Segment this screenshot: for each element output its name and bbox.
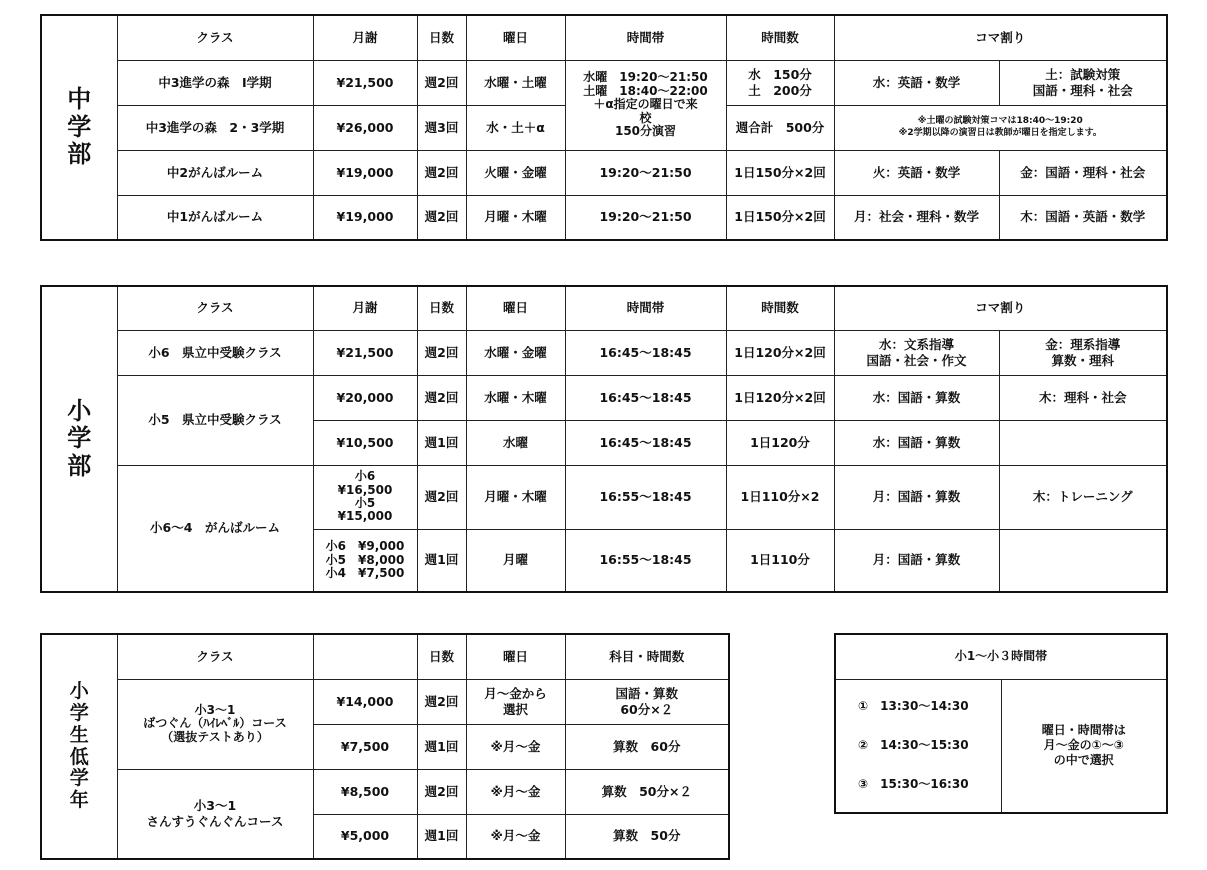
days-per-week: 週2回 — [417, 465, 466, 529]
header-hours: 時間数 — [726, 286, 834, 330]
elementary-label: 小 学 部 — [41, 286, 117, 592]
days-per-week: 週2回 — [417, 375, 466, 420]
time-slot: 16:55～18:45 — [565, 465, 726, 529]
weekday: ※月～金 — [466, 769, 565, 814]
hours: 1日150分×2回 — [726, 150, 834, 195]
timeslot-note: 曜日・時間帯は 月～金の①～③ の中で選択 — [1001, 679, 1167, 813]
weekday: 水曜・木曜 — [466, 375, 565, 420]
header-subject: 科目・時間数 — [565, 634, 729, 679]
class-name: 小3～1 ばつぐん（ﾊｲﾚﾍﾞﾙ）コース （選抜テストあり） — [117, 679, 313, 769]
table-row — [41, 375, 1167, 420]
header-class: クラス — [117, 634, 313, 679]
lower-grade-label: 小 学 生 低 学 年 — [41, 634, 117, 859]
days-per-week: 週2回 — [417, 150, 466, 195]
subject-hours: 国語・算数 60分×２ — [565, 679, 729, 724]
elementary-table — [40, 285, 1168, 593]
table-row — [41, 60, 1167, 105]
weekday: 水曜・土曜 — [466, 60, 565, 105]
days-per-week: 週2回 — [417, 769, 466, 814]
table-row — [41, 330, 1167, 375]
time-slot: 19:20～21:50 — [565, 150, 726, 195]
header-koma: コマ割り — [834, 15, 1167, 60]
hours: 1日120分×2回 — [726, 375, 834, 420]
header-weekday: 曜日 — [466, 286, 565, 330]
hours: 水 150分 土 200分 — [726, 60, 834, 105]
class-name: 小6～4 がんばルーム — [117, 465, 313, 592]
weekday: 月曜・木曜 — [466, 195, 565, 240]
koma-a: 月：国語・算数 — [834, 529, 999, 592]
time-slot: 16:45～18:45 — [565, 375, 726, 420]
koma-b: 木：理科・社会 — [999, 375, 1167, 420]
days-per-week: 週2回 — [417, 195, 466, 240]
hours: 週合計 500分 — [726, 105, 834, 150]
hours: 1日110分×2 — [726, 465, 834, 529]
koma-a: 水：国語・算数 — [834, 375, 999, 420]
hours: 1日120分 — [726, 420, 834, 465]
subject-hours: 算数 60分 — [565, 724, 729, 769]
days-per-week: 週1回 — [417, 814, 466, 859]
monthly-fee: 小6 ¥9,000 小5 ¥8,000 小4 ¥7,500 — [313, 529, 417, 592]
koma-a: 水：国語・算数 — [834, 420, 999, 465]
koma-note: ※土曜の試験対策コマは18:40～19:20 ※2学期以降の演習日は教師が曜日を指定します。 — [834, 105, 1167, 150]
koma-b: 木：国語・英語・数学 — [999, 195, 1167, 240]
days-per-week: 週2回 — [417, 330, 466, 375]
koma-b: 土：試験対策 国語・理科・社会 — [999, 60, 1167, 105]
monthly-fee: ¥26,000 — [313, 105, 417, 150]
time-slot: 19:20～21:50 — [565, 195, 726, 240]
koma-a: 月：国語・算数 — [834, 465, 999, 529]
header-days: 日数 — [417, 286, 466, 330]
header-class: クラス — [117, 15, 313, 60]
monthly-fee: ¥7,500 — [313, 724, 417, 769]
weekday: 水曜・金曜 — [466, 330, 565, 375]
monthly-fee: 小6 ¥16,500 小5 ¥15,000 — [313, 465, 417, 529]
weekday: 月曜 — [466, 529, 565, 592]
weekday: 火曜・金曜 — [466, 150, 565, 195]
monthly-fee: ¥14,000 — [313, 679, 417, 724]
junior-high-table — [40, 14, 1168, 241]
weekday: 水曜 — [466, 420, 565, 465]
class-name: 中1がんばルーム — [117, 195, 313, 240]
weekday: 月～金から 選択 — [466, 679, 565, 724]
class-name: 中3進学の森 2・3学期 — [117, 105, 313, 150]
class-name: 小5 県立中受験クラス — [117, 375, 313, 465]
header-time: 時間帯 — [565, 286, 726, 330]
monthly-fee: ¥20,000 — [313, 375, 417, 420]
timeslot-1: ① 13:30～14:30 — [858, 699, 969, 714]
koma-a: 火：英語・数学 — [834, 150, 999, 195]
timeslot-table — [834, 633, 1168, 814]
subject-hours: 算数 50分 — [565, 814, 729, 859]
header-weekday: 曜日 — [466, 634, 565, 679]
days-per-week: 週1回 — [417, 420, 466, 465]
table-row — [41, 679, 729, 724]
monthly-fee: ¥19,000 — [313, 150, 417, 195]
days-per-week: 週3回 — [417, 105, 466, 150]
time-slot: 16:45～18:45 — [565, 330, 726, 375]
header-fee: 月謝 — [313, 286, 417, 330]
days-per-week: 週2回 — [417, 60, 466, 105]
koma-a: 水：文系指導 国語・社会・作文 — [834, 330, 999, 375]
lower-grade-table — [40, 633, 730, 860]
table-row — [41, 769, 729, 814]
koma-a: 月：社会・理科・数学 — [834, 195, 999, 240]
header-fee — [313, 634, 417, 679]
timeslot-title: 小1～小３時間帯 — [835, 634, 1167, 679]
header-days: 日数 — [417, 15, 466, 60]
class-name: 小6 県立中受験クラス — [117, 330, 313, 375]
monthly-fee: ¥5,000 — [313, 814, 417, 859]
table-row — [41, 195, 1167, 240]
koma-b-empty — [999, 529, 1167, 592]
class-name: 中2がんばルーム — [117, 150, 313, 195]
header-time: 時間帯 — [565, 15, 726, 60]
koma-b: 金：国語・理科・社会 — [999, 150, 1167, 195]
class-name: 中3進学の森 Ⅰ学期 — [117, 60, 313, 105]
koma-a: 水：英語・数学 — [834, 60, 999, 105]
hours: 1日110分 — [726, 529, 834, 592]
monthly-fee: ¥21,500 — [313, 330, 417, 375]
days-per-week: 週1回 — [417, 724, 466, 769]
weekday: 水・土＋α — [466, 105, 565, 150]
header-class: クラス — [117, 286, 313, 330]
class-name: 小3～1 さんすうぐんぐんコース — [117, 769, 313, 859]
weekday: ※月～金 — [466, 724, 565, 769]
time-slot: 16:55～18:45 — [565, 529, 726, 592]
time-slot: 16:45～18:45 — [565, 420, 726, 465]
header-days: 日数 — [417, 634, 466, 679]
timeslot-2: ② 14:30～15:30 — [858, 738, 969, 753]
koma-b: 金：理系指導 算数・理科 — [999, 330, 1167, 375]
monthly-fee: ¥21,500 — [313, 60, 417, 105]
monthly-fee: ¥10,500 — [313, 420, 417, 465]
junior-high-label: 中 学 部 — [41, 15, 117, 240]
timeslot-list — [835, 679, 1001, 813]
header-hours: 時間数 — [726, 15, 834, 60]
weekday: 月曜・木曜 — [466, 465, 565, 529]
weekday: ※月～金 — [466, 814, 565, 859]
table-row — [41, 465, 1167, 529]
time-slot: 水曜 19:20～21:50 土曜 18:40～22:00 ＋α指定の曜日で来 校 150分演習 — [565, 60, 726, 150]
koma-b: 木：トレーニング — [999, 465, 1167, 529]
header-koma: コマ割り — [834, 286, 1167, 330]
monthly-fee: ¥8,500 — [313, 769, 417, 814]
timeslot-3: ③ 15:30～16:30 — [858, 777, 969, 792]
monthly-fee: ¥19,000 — [313, 195, 417, 240]
header-fee: 月謝 — [313, 15, 417, 60]
header-weekday: 曜日 — [466, 15, 565, 60]
hours: 1日120分×2回 — [726, 330, 834, 375]
days-per-week: 週1回 — [417, 529, 466, 592]
hours: 1日150分×2回 — [726, 195, 834, 240]
koma-b-empty — [999, 420, 1167, 465]
days-per-week: 週2回 — [417, 679, 466, 724]
table-row — [41, 150, 1167, 195]
subject-hours: 算数 50分×２ — [565, 769, 729, 814]
